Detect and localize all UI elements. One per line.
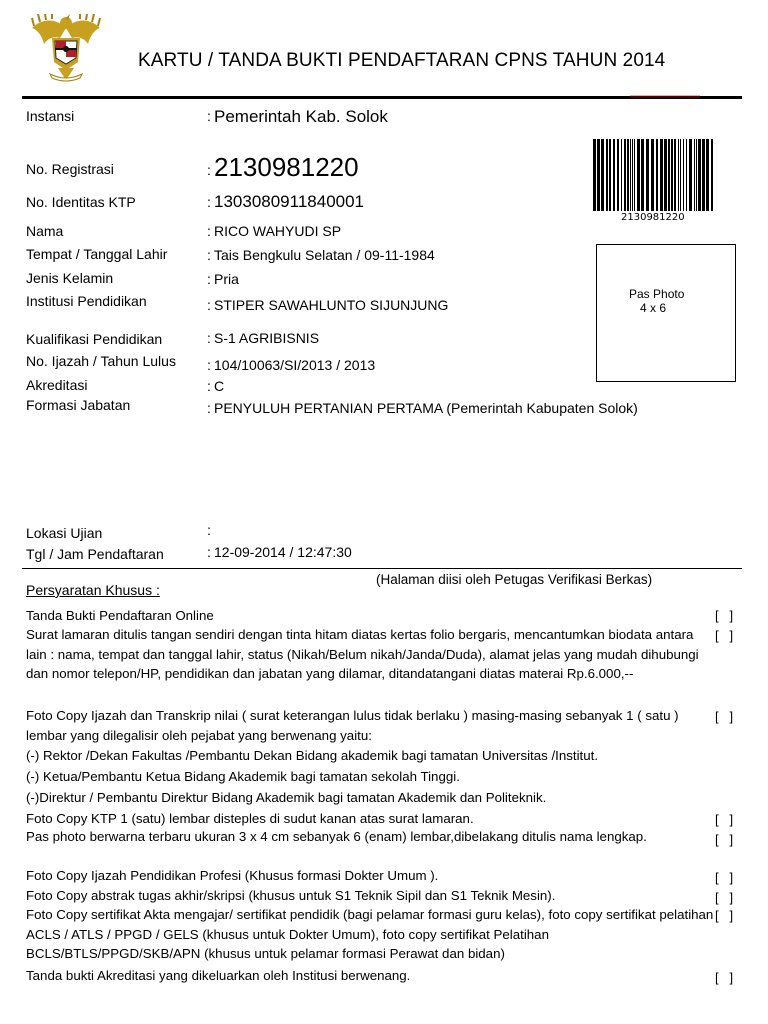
verification-note: (Halaman diisi oleh Petugas Verifikasi Berkas) xyxy=(376,572,653,587)
ktp-label: No. Identitas KTP xyxy=(26,194,136,210)
photo-label: Pas Photo xyxy=(629,287,685,301)
barcode-bar xyxy=(678,139,679,211)
akreditasi-value: C xyxy=(214,378,225,394)
barcode-bar xyxy=(660,139,663,211)
barcode-bar xyxy=(671,139,673,211)
requirements-heading: Persyaratan Khusus : xyxy=(26,582,160,598)
barcode-bar xyxy=(664,139,667,211)
page-title: KARTU / TANDA BUKTI PENDAFTARAN CPNS TAHUN 2014 xyxy=(138,50,666,71)
requirement-checkbox[interactable]: [ ] xyxy=(715,628,734,643)
requirement-checkbox[interactable]: [ ] xyxy=(715,970,734,985)
photo-box xyxy=(596,244,736,382)
colon: : xyxy=(207,330,211,346)
barcode-bar xyxy=(686,139,687,211)
instansi-label: Instansi xyxy=(26,108,75,124)
red-mark xyxy=(630,95,700,98)
barcode-bar xyxy=(706,139,709,211)
barcode-image xyxy=(592,139,716,213)
requirement-item: Pas photo berwarna terbaru ukuran 3 x 4 cm sebanyak 6 (enam) lembar,dibelakang ditulis nama lengkap. xyxy=(26,829,647,844)
barcode-bar xyxy=(606,139,608,211)
barcode-bar xyxy=(674,139,676,211)
barcode-bar xyxy=(702,139,705,211)
requirement-checkbox[interactable]: [ ] xyxy=(715,832,734,847)
photo-size: 4 x 6 xyxy=(640,301,667,315)
kualifikasi-label: Kualifikasi Pendidikan xyxy=(26,331,163,347)
barcode-bar xyxy=(634,139,635,211)
nama-label: Nama xyxy=(26,223,64,239)
institusi-label: Institusi Pendidikan xyxy=(26,293,147,309)
colon: : xyxy=(207,378,211,394)
kualifikasi-value: S-1 AGRIBISNIS xyxy=(214,330,320,346)
jk-value: Pria xyxy=(214,271,239,287)
tgl-value: 12-09-2014 / 12:47:30 xyxy=(214,544,352,560)
requirement-subitem: (-)Direktur / Pembantu Direktur Bidang Akademik bagi tamatan Akademik dan Politeknik. xyxy=(26,790,547,805)
requirement-checkbox[interactable]: [ ] xyxy=(715,890,734,905)
barcode-bar xyxy=(601,139,604,211)
requirement-checkbox[interactable]: [ ] xyxy=(715,908,734,923)
colon: : xyxy=(207,247,211,263)
barcode-bar xyxy=(646,139,649,211)
barcode-bar xyxy=(617,139,619,211)
colon: : xyxy=(207,223,211,239)
requirement-item: Foto Copy Ijazah dan Transkrip nilai ( surat keterangan lulus tidak berlaku ) masing-masing sebanyak 1 ( satu ) lembar yang dilegalisir oleh pejabat yang berwenang yaitu: xyxy=(26,708,679,743)
requirement-item: Surat lamaran ditulis tangan sendiri dengan tinta hitam diatas kertas folio bergaris, mencantumkan biodata antara lain : nama, tempat dan tanggal lahir, status (Nikah/Belum nikah/Janda/Duda), alamat jelas yang mudah dihubungi dan nomor telepon/HP, pendidikan dan jabatan yang dilamar, ditandatangani diatas materai Rp.6.000,-- xyxy=(26,627,699,681)
ijazah-value: 104/10063/SI/2013 / 2013 xyxy=(214,357,376,373)
colon: : xyxy=(207,194,211,210)
jk-label: Jenis Kelamin xyxy=(26,270,114,286)
formasi-label: Formasi Jabatan xyxy=(26,397,131,413)
colon: : xyxy=(207,357,211,373)
barcode-bar xyxy=(656,139,658,211)
colon: : xyxy=(207,271,211,287)
barcode-number: 2130981220 xyxy=(621,212,685,223)
nama-value: RICO WAHYUDI SP xyxy=(214,223,342,239)
barcode-bar xyxy=(632,139,633,211)
requirement-item: Foto Copy sertifikat Akta mengajar/ sertifikat pendidik (bagi pelamar formasi guru kelas), foto copy sertifikat pelatihan ACLS / ATLS / PPGD / GELS (khusus untuk Dokter Umum), foto copy sertifikat Pelatihan BCLS/BTLS/PPGD/SKB/APN (khusus untuk pelamar formasi Perawat dan bidan) xyxy=(26,907,714,961)
barcode-bar xyxy=(668,139,670,211)
tgl-label: Tgl / Jam Pendaftaran xyxy=(26,546,164,562)
formasi-jabatan: PENYULUH PERTANIAN PERTAMA xyxy=(214,400,443,416)
registrasi-value: 2130981220 xyxy=(214,152,359,182)
requirement-item: Foto Copy abstrak tugas akhir/skripsi (khusus untuk S1 Teknik Sipil dan S1 Teknik Mesin). xyxy=(26,888,556,903)
barcode-bar xyxy=(696,139,697,211)
barcode-bar xyxy=(637,139,640,211)
barcode-bar xyxy=(597,139,600,211)
requirement-item: Tanda Bukti Pendaftaran Online xyxy=(26,608,214,623)
registrasi-label: No. Registrasi xyxy=(26,161,114,177)
barcode-bar xyxy=(621,139,622,211)
requirement-subitem: (-) Rektor /Dekan Fakultas /Pembantu Dekan Bidang akademik bagi tamatan Universitas /Institut. xyxy=(26,748,599,763)
barcode-bar xyxy=(609,139,611,211)
institusi-value: STIPER SAWAHLUNTO SIJUNJUNG xyxy=(214,297,449,313)
barcode-bar xyxy=(627,139,629,211)
formasi-instansi: (Pemerintah Kabupaten Solok) xyxy=(446,400,638,416)
barcode-bar xyxy=(613,139,615,211)
section-divider xyxy=(22,568,742,569)
requirement-checkbox[interactable]: [ ] xyxy=(715,870,734,885)
requirement-item: Foto Copy Ijazah Pendidikan Profesi (Khusus formasi Dokter Umum ). xyxy=(26,868,439,883)
requirement-checkbox[interactable]: [ ] xyxy=(715,709,734,724)
colon: : xyxy=(207,297,211,313)
requirement-subitem: (-) Ketua/Pembantu Ketua Bidang Akademik bagi tamatan sekolah Tinggi. xyxy=(26,769,460,784)
formasi-value xyxy=(214,400,638,416)
colon: : xyxy=(207,108,211,124)
ktp-value: 1303080911840001 xyxy=(214,192,365,211)
garuda-emblem-logo xyxy=(30,14,102,84)
barcode-bar xyxy=(694,139,695,211)
akreditasi-label: Akreditasi xyxy=(26,377,88,393)
requirement-item: Tanda bukti Akreditasi yang dikeluarkan oleh Institusi berwenang. xyxy=(26,968,411,983)
barcode-bar xyxy=(689,139,692,211)
ttl-label: Tempat / Tanggal Lahir xyxy=(26,246,168,262)
barcode-bar xyxy=(593,139,596,211)
ttl-value: Tais Bengkulu Selatan / 09-11-1984 xyxy=(214,247,435,263)
barcode-bar xyxy=(624,139,626,211)
instansi-value: Pemerintah Kab. Solok xyxy=(214,107,388,126)
lokasi-label: Lokasi Ujian xyxy=(26,525,103,541)
requirement-checkbox[interactable]: [ ] xyxy=(715,608,734,623)
barcode-bar xyxy=(641,139,644,211)
requirement-item: Foto Copy KTP 1 (satu) lembar disteples di sudut kanan atas surat lamaran. xyxy=(26,811,474,826)
barcode-bar xyxy=(651,139,654,211)
colon: : xyxy=(207,544,211,560)
requirement-checkbox[interactable]: [ ] xyxy=(715,812,734,827)
barcode-bar xyxy=(680,139,681,211)
colon: : xyxy=(207,522,211,538)
barcode-bar xyxy=(630,139,631,211)
colon: : xyxy=(207,400,211,416)
barcode-bar xyxy=(683,139,684,211)
barcode-bar xyxy=(711,139,713,211)
barcode-bar xyxy=(698,139,701,211)
colon: : xyxy=(207,162,211,178)
ijazah-label: No. Ijazah / Tahun Lulus xyxy=(26,353,176,369)
